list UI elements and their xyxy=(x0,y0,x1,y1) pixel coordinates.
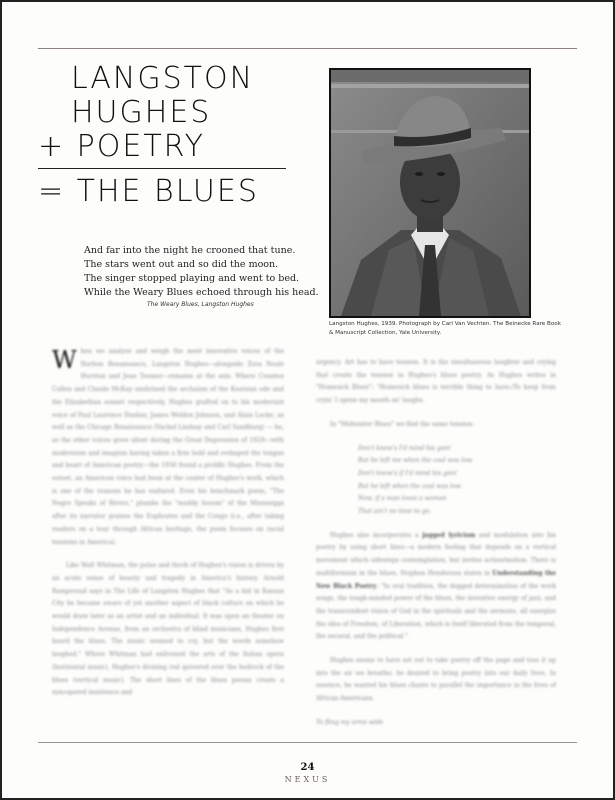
poem-line: And far into the night he crooned that tune. xyxy=(84,245,296,256)
paragraph-text: hen we analyze and weigh the most innovative voices of the Harlem Renaissance, Langston Hughes—alongside Zora Neale Hurston and Jean Toomer—remains at the axis. Where Countee Cullen and Claude McKay enshrined the archaism of the Keatsian ode and the Elizabethan sonnet respectively, Hughes grafted on to his modernist voice of Paul Laurence Dunbar, James Weldon Johnson, and Alain Locke, as well as the Chicago Renaissance (Vachel Lindsay and Carl Sandburg) — he, as the other voices grew silent during the Great Depression of 1929—with modernism and imagism having taken a firm hold and reshaped the tongue and heart of American poetry—the 1936 found a prolific Hughes. From the outset, an American voice had been at the center of Hughes's work, which is one of the reasons he has endured. Even his benchmark poem, "The Negro Speaks of Rivers," plumbs the "muddy bosom" of the Mississippi after its narrator praises the Euphrates and the Congo (i.e., after taking readers on a tour through African heritage, the poem focuses on racial tensions in America). xyxy=(52,348,284,546)
verse-line: Don't know's I'd mind his goin' xyxy=(358,444,452,452)
verse-line: Now, if a man loves a woman xyxy=(358,495,447,503)
verse-line: But he left me when the coal was low. xyxy=(358,457,474,465)
page-number: 24 xyxy=(300,762,315,773)
title-line-4: = THE BLUES xyxy=(38,174,259,209)
paragraph xyxy=(316,530,556,644)
paragraph xyxy=(52,346,284,549)
verse-line: But he left when the coal was low. xyxy=(358,482,462,490)
verse-line: To fling my arms wide xyxy=(316,718,384,726)
paragraph: urgency. Art has to have tension. It is the simultaneous laughter and crying that create the tension in Hughes's blues poetry. As Hughes writes in "Homesick Blues": "Homesick blues is terrible thing to have./To keep from cryin' I opens my mouth an' laughs. xyxy=(316,359,556,405)
magazine-name: NEXUS xyxy=(284,775,331,784)
photo-caption: Langston Hughes, 1939. Photograph by Carl Van Vechten. The Beinecke Rare Book & Manuscript Collection, Yale University. xyxy=(329,321,561,336)
verse-line: Don't know's if I'd mind his goin' xyxy=(358,469,458,477)
portrait-photo-icon xyxy=(331,70,529,316)
verse-line: That ain't no time to go. xyxy=(358,508,432,516)
paragraph-text: Hughes also incorporates a xyxy=(330,531,423,539)
article-column-right xyxy=(316,357,556,741)
verse-quote xyxy=(358,443,556,519)
poem-line: The stars went out and so did the moon. xyxy=(84,259,279,270)
title-line-1: LANGSTON xyxy=(71,61,255,96)
book-title: Understanding the New Black Poetry xyxy=(316,569,556,590)
title-divider xyxy=(38,168,286,169)
drop-cap: W xyxy=(52,346,77,374)
poem-line: The singer stopped playing and went to bed. xyxy=(84,273,300,284)
emphasis-text: jagged lyricism xyxy=(422,531,476,539)
bottom-rule xyxy=(38,742,577,743)
title-line-2: HUGHES xyxy=(71,95,212,130)
poem-line: While the Weary Blues echoed through his head. xyxy=(84,287,319,298)
paragraph: In "Midwinter Blues" we find the same tension: xyxy=(330,420,475,428)
paragraph-text: and modulation into his poetry by using short lines—a modern feeling that depends on a vertical movement which sidesteps contemplation, but invites action/motion. There is multiformism in the blues. Stephen Henderson states in xyxy=(316,531,557,577)
title-line-3: + POETRY xyxy=(38,129,205,164)
paragraph: Like Walt Whitman, the pulse and throb of Hughes's vision is driven by an acute sense of beauty and tragedy in America's history. Arnold Rampersad says in The Life of Langston Hughes that "As a kid in Kansas City he became aware of yet another aspect of black culture on which he would draw later as an artist and an individual. It was upon an theater on Independence Avenue, from an orchestra of blind musicians, Hughes first heard the blues. The music seemed to cry, but the words somehow laughed." Where Whitman had enlivened the arts of the Italian opera (horizontal music), Hughes's divining rod quivered over the bedrock of the blues (vertical music). The short lines of the blues poems create a syncopated insistence and xyxy=(52,562,284,697)
portrait-photo xyxy=(329,68,531,318)
top-rule xyxy=(38,48,577,49)
poem-citation: The Weary Blues, Langston Hughes xyxy=(147,301,254,308)
paragraph-text: : "In oral tradition, the dogged determination of the work songs, the tough-minded power of the blues, the inventive energy of jazz, and the transcendent vision of God in the spirituals and the sermons, all energize the idea of Freedom, of Liberation, which is itself liberated from the temporal, the secural, and the political." xyxy=(316,582,556,641)
article-title xyxy=(38,62,298,209)
article-column-left xyxy=(52,346,284,711)
paragraph: Hughes seems to have set out to take poetry off the page and toss it up into the air we breathe; he desired to bring poetry into our daily lives. In essence, he wanted his blues chants to parallel the importance in the lives of African-Americans. xyxy=(316,657,556,703)
epigraph-poem xyxy=(84,244,319,300)
